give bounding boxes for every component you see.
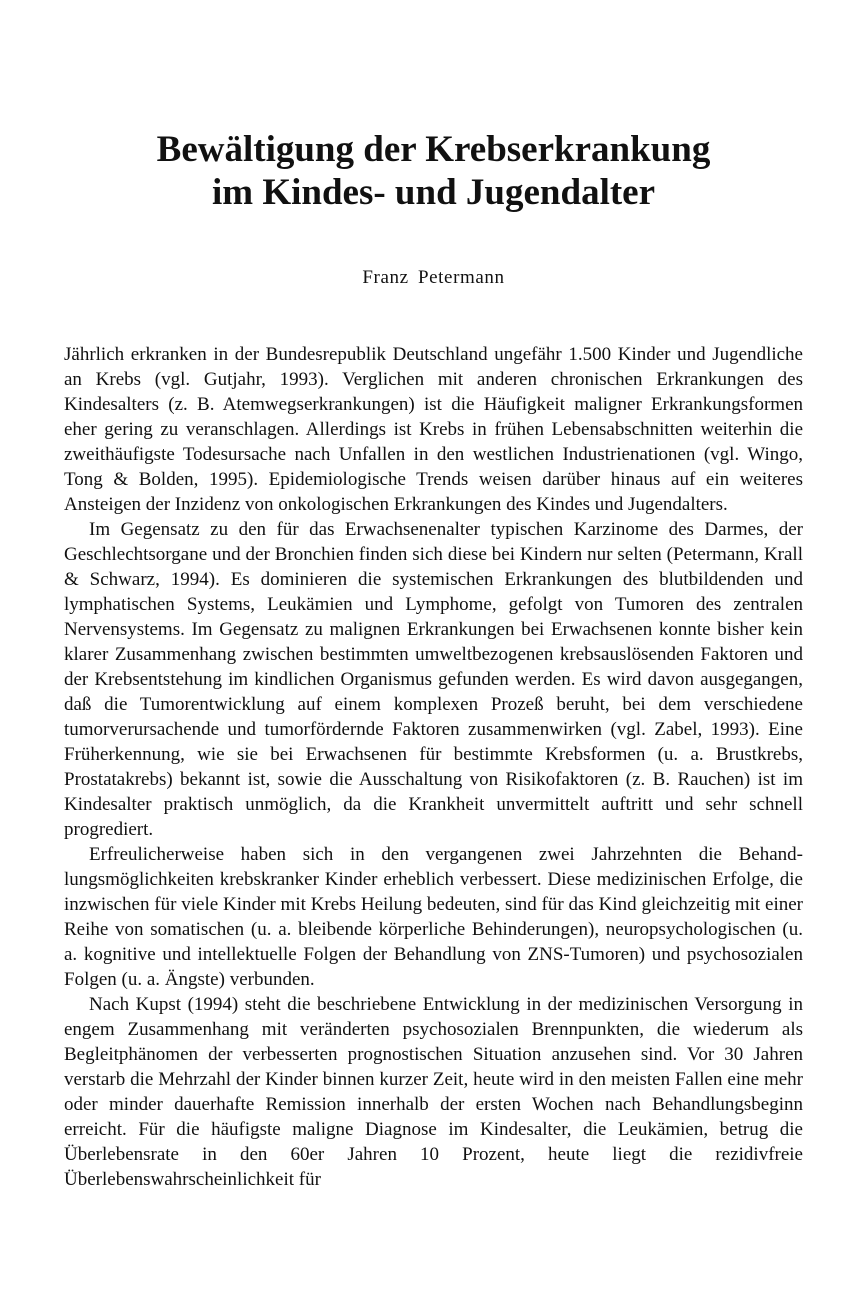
page-title (0, 128, 867, 214)
title-line-2: im Kindes- und Jugendalter (211, 172, 656, 213)
paragraph-1: Jährlich erkranken in der Bundesrepublik Deutschland ungefähr 1.500 Kinder und Jugendliche an Krebs (vgl. Gutjahr, 1993). Verglichen mit anderen chronischen Erkrankungen des Kindesalters (z. B. Atemwegserkrankungen) ist die Häufigkeit maligner Erkrankungsformen eher gering zu veranschlagen. Allerdings ist Krebs in frühen Lebensabschnitten weiterhin die zweithäufigste Todesursache nach Unfallen in den westlichen Industrienationen (vgl. Wingo, Tong & Bolden, 1995). Epidemiologische Trends weisen darüber hinaus auf ein weiteres Ansteigen der Inzidenz von onkologischen Erkrankungen des Kindes und Jugendalters. (64, 344, 803, 515)
body-text (64, 342, 803, 1192)
title-line-1: Bewältigung der Krebserkrankung (156, 129, 711, 170)
paragraph-4: Nach Kupst (1994) steht die beschriebene Entwicklung in der medizinischen Versorgung in engem Zusammenhang mit veränderten psychosozialen Brennpunkten, die wiederum als Begleitphänomen der verbesserten prognostischen Situation anzusehen sind. Vor 30 Jahren verstarb die Mehrzahl der Kinder binnen kurzer Zeit, heute wird in den meisten Fallen eine mehr oder minder dauerhafte Remission innerhalb der ersten Wochen nach Behandlungsbeginn erreicht. Für die häufigste maligne Diagnose im Kindesalter, die Leukämien, betrug die Überlebensrate in den 60er Jahren 10 Prozent, heute liegt die rezidivfreie Überlebenswahrscheinlichkeit für (64, 994, 803, 1190)
paragraph-2: Im Gegensatz zu den für das Erwachsenenalter typischen Karzinome des Darmes, der Geschlechtsorgane und der Bronchien finden sich diese bei Kindern nur selten (Petermann, Krall & Schwarz, 1994). Es dominieren die systemischen Erkrankungen des blutbildenden und lymphatischen Systems, Leukämien und Lymphome, gefolgt von Tumoren des zentralen Nervensystems. Im Gegensatz zu malignen Erkrankungen bei Erwachsenen konnte bisher kein klarer Zusammenhang zwischen bestimmten umweltbezogenen krebsauslösenden Faktoren und der Krebsentstehung im kindlichen Organismus gefunden werden. Es wird davon ausgegangen, daß die Tumorentwicklung auf einem komplexen Prozeß beruht, bei dem verschiedene tumorverursachende und tumorfördernde Faktoren zusammenwirken (vgl. Zabel, 1993). Eine Früherkennung, wie sie bei Erwachsenen für bestimmte Krebsformen (u. a. Brustkrebs, Prostatakrebs) bekannt ist, sowie die Ausschaltung von Risikofaktoren (z. B. Rauchen) ist im Kindesalter praktisch unmöglich, da die Krankheit unvermittelt auftritt und sehr schnell progrediert. (64, 519, 803, 840)
author-name: Franz Petermann (362, 267, 505, 288)
paragraph-3: Erfreulicherweise haben sich in den vergangenen zwei Jahrzehnten die Behandlungsmöglichkeiten krebskranker Kinder erheblich verbessert. Diese medizinischen Erfolge, die inzwischen für viele Kinder mit Krebs Heilung bedeuten, sind für das Kind gleichzeitig mit einer Reihe von somatischen (u. a. bleibende körperliche Behinderungen), neuropsychologischen (u. a. kognitive und intellektuelle Folgen der Behandlung von ZNS-Tumoren) und psychosozialen Folgen (u. a. Ängste) verbunden. (64, 844, 803, 990)
